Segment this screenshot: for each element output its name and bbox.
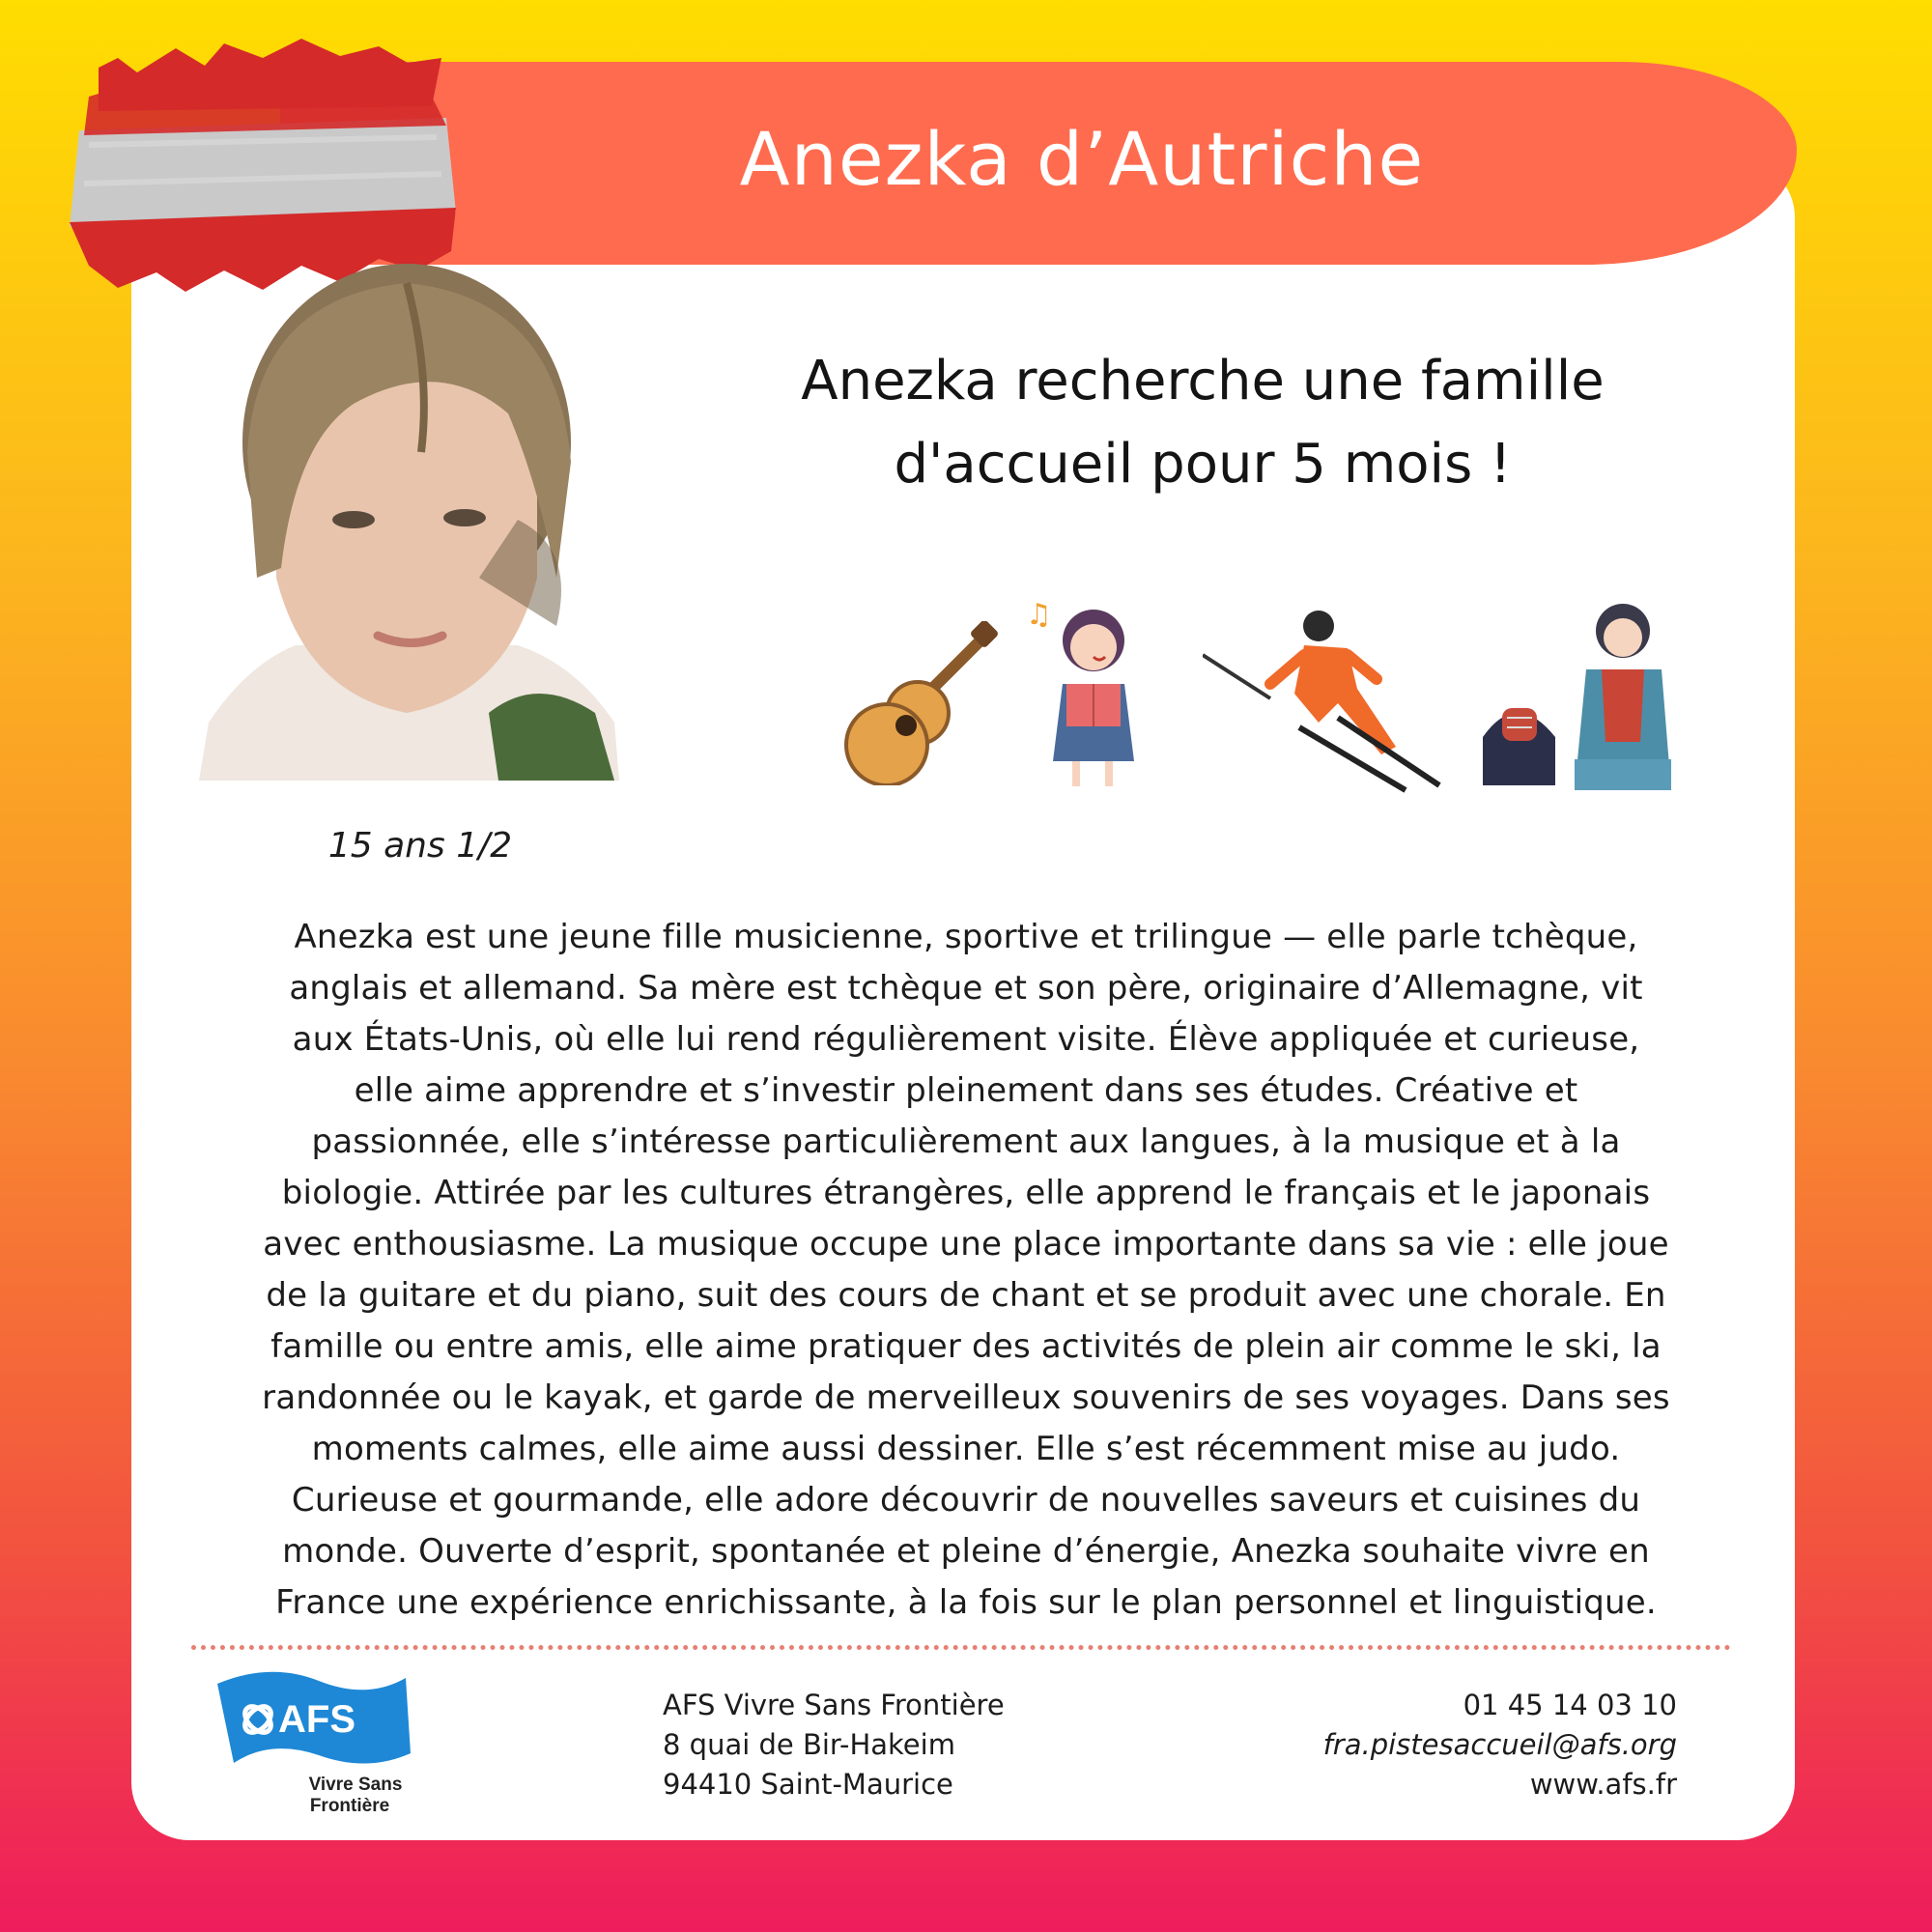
bio-line: biologie. Attirée par les cultures étrangères, elle apprend le français et le japonais	[281, 1174, 1651, 1212]
city-address: 94410 Saint-Maurice	[663, 1768, 953, 1801]
bio-line: passionnée, elle s’intéresse particulièrement aux langues, à la musique et à la	[311, 1122, 1621, 1161]
contact-block	[1236, 1686, 1677, 1804]
bio-line: anglais et allemand. Sa mère est tchèque et son père, originaire d’Allemagne, vit	[289, 969, 1643, 1008]
student-portrait	[189, 259, 622, 781]
bio-line: moments calmes, elle aime aussi dessiner. Elle s’est récemment mise au judo.	[311, 1430, 1621, 1468]
bio-line: France une expérience enrichissante, à la fois sur le plan personnel et linguistique.	[275, 1583, 1657, 1622]
bio-line: famille ou entre amis, elle aime pratiquer des activités de plein air comme le ski, la	[270, 1327, 1662, 1366]
address-block	[663, 1686, 1005, 1804]
page-title: Anezka d’Autriche	[739, 116, 1425, 202]
guitar-icon	[840, 621, 1000, 785]
judo-kendo-icon	[1478, 597, 1681, 795]
afs-logo	[213, 1666, 415, 1821]
headline-line: d'accueil pour 5 mois !	[894, 433, 1512, 496]
student-bio	[174, 912, 1758, 1629]
bio-line: Anezka est une jeune fille musicienne, sportive et trilingue — elle parle tchèque,	[294, 918, 1638, 956]
hobby-icons	[840, 587, 1690, 805]
bio-line: randonnée ou le kayak, et garde de merveilleux souvenirs de ses voyages. Dans ses	[262, 1378, 1670, 1417]
headline	[696, 340, 1710, 506]
student-age: 15 ans 1/2	[327, 826, 513, 866]
bio-line: monde. Ouverte d’esprit, spontanée et pleine d’énergie, Anezka souhaite vivre en	[282, 1532, 1650, 1571]
bio-line: elle aime apprendre et s’investir pleinement dans ses études. Créative et	[354, 1071, 1578, 1110]
afs-logo-sub2: Frontière	[309, 1796, 390, 1816]
singing-girl-icon	[1024, 587, 1150, 800]
bio-line: aux États-Unis, où elle lui rend régulièrement visite. Élève appliquée et curieuse,	[292, 1020, 1640, 1059]
website-link[interactable]: www.afs.fr	[1529, 1768, 1677, 1801]
bio-line: Curieuse et gourmande, elle adore découvrir de nouvelles saveurs et cuisines du	[291, 1481, 1641, 1520]
afs-logo-text: AFS	[278, 1698, 355, 1741]
email-link[interactable]: fra.pistesaccueil@afs.org	[1322, 1728, 1677, 1761]
divider	[191, 1645, 1731, 1650]
bio-line: de la guitare et du piano, suit des cours de chant et se produit avec une chorale. En	[266, 1276, 1666, 1315]
bio-line: avec enthousiasme. La musique occupe une place importante dans sa vie : elle joue	[263, 1225, 1669, 1264]
street-address: 8 quai de Bir-Hakeim	[663, 1728, 955, 1761]
svg-text:♫: ♫	[1026, 598, 1052, 632]
afs-logo-sub1: Vivre Sans	[308, 1775, 403, 1795]
headline-line: Anezka recherche une famille	[801, 350, 1605, 412]
org-name: AFS Vivre Sans Frontière	[663, 1689, 1005, 1721]
phone-number: 01 45 14 03 10	[1463, 1689, 1677, 1721]
skier-icon	[1203, 602, 1444, 795]
